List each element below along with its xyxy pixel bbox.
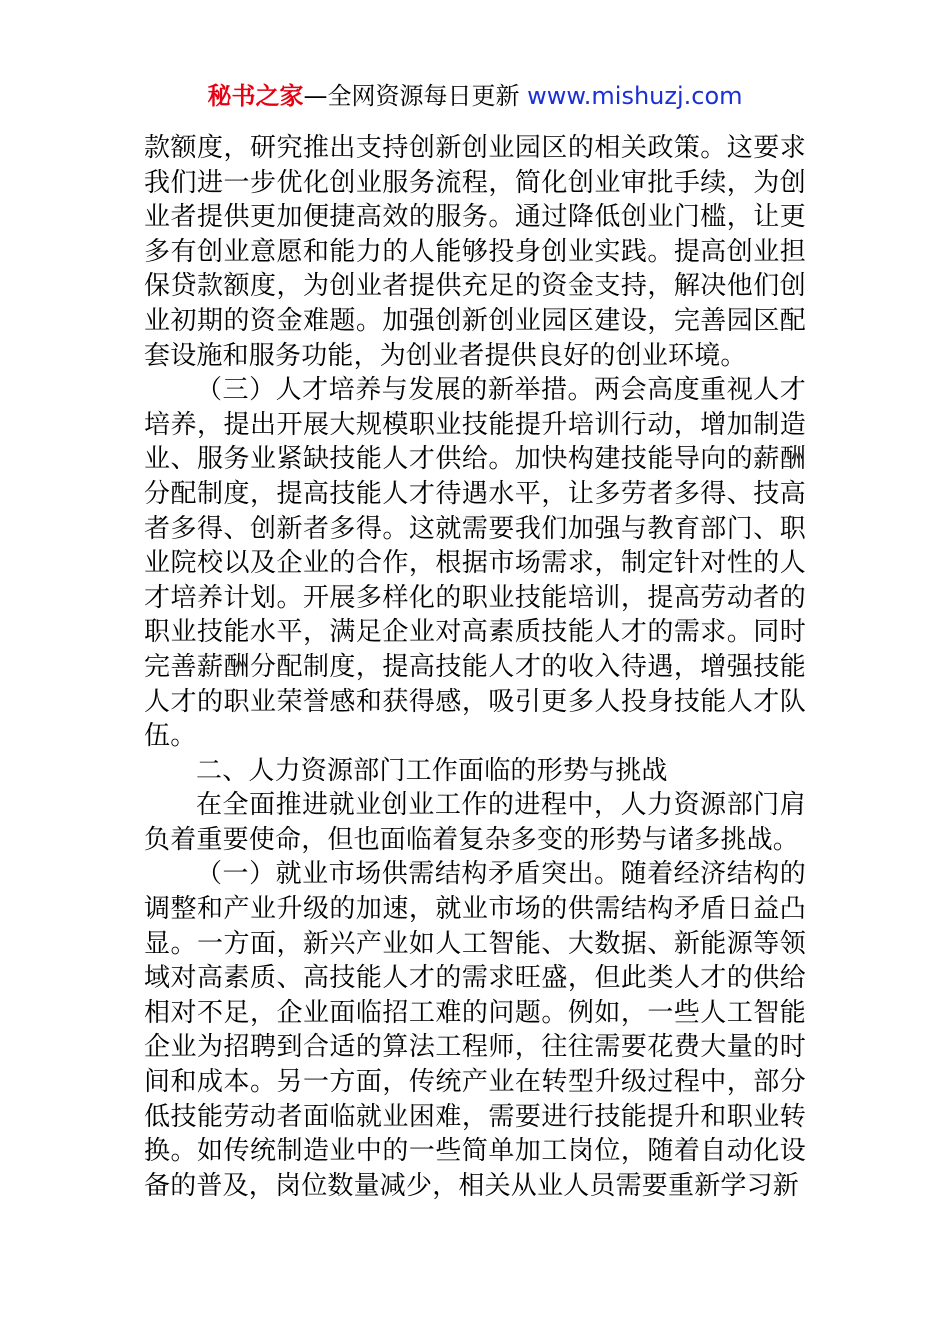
header-tagline: —全网资源每日更新 (303, 82, 528, 110)
brand-name: 秘书之家 (207, 82, 304, 110)
document-body (144, 131, 806, 1203)
paragraph-continued: 款额度，研究推出支持创新创业园区的相关政策。这要求我们进一步优化创业服务流程，简化创业审批手续，为创业者提供更加便捷高效的服务。通过降低创业门槛，让更多有创业意愿和能力的人能够投身创业实践。提高创业担保贷款额度，为创业者提供充足的资金支持，解决他们创业初期的资金难题。加强创新创业园区建设，完善园区配套设施和服务功能，为创业者提供良好的创业环境。 (144, 133, 806, 371)
section-heading: 二、人力资源部门工作面临的形势与挑战 (196, 755, 668, 786)
site-link[interactable]: www.mishuzj.com (527, 82, 743, 110)
paragraph-supply-demand: （一）就业市场供需结构矛盾突出。随着经济结构的调整和产业升级的加速，就业市场的供需结构矛盾日益凸显。一方面，新兴产业如人工智能、大数据、新能源等领域对高素质、高技能人才的需求旺盛，但此类人才的供给相对不足，企业面临招工难的问题。例如，一些人工智能企业为招聘到合适的算法工程师，往往需要花费大量的时间和成本。另一方面，传统产业在转型升级过程中，部分低技能劳动者面临就业困难，需要进行技能提升和职业转换。如传统制造业中的一些简单加工岗位，随着自动化设备的普及，岗位数量减少，相关从业人员需要重新学习新 (144, 859, 806, 1201)
site-header (0, 78, 950, 114)
paragraph-section-intro: 在全面推进就业创业工作的进程中，人力资源部门肩负着重要使命，但也面临着复杂多变的形势与诸多挑战。 (144, 790, 806, 855)
paragraph-talent-cultivation: （三）人才培养与发展的新举措。两会高度重视人才培养，提出开展大规模职业技能提升培训行动，增加制造业、服务业紧缺技能人才供给。加快构建技能导向的薪酬分配制度，提高技能人才待遇水平，让多劳者多得、技高者多得、创新者多得。这就需要我们加强与教育部门、职业院校以及企业的合作，根据市场需求，制定针对性的人才培养计划。开展多样化的职业技能培训，提高劳动者的职业技能水平，满足企业对高素质技能人才的需求。同时完善薪酬分配制度，提高技能人才的收入待遇，增强技能人才的职业荣誉感和获得感，吸引更多人投身技能人才队伍。 (144, 375, 806, 752)
